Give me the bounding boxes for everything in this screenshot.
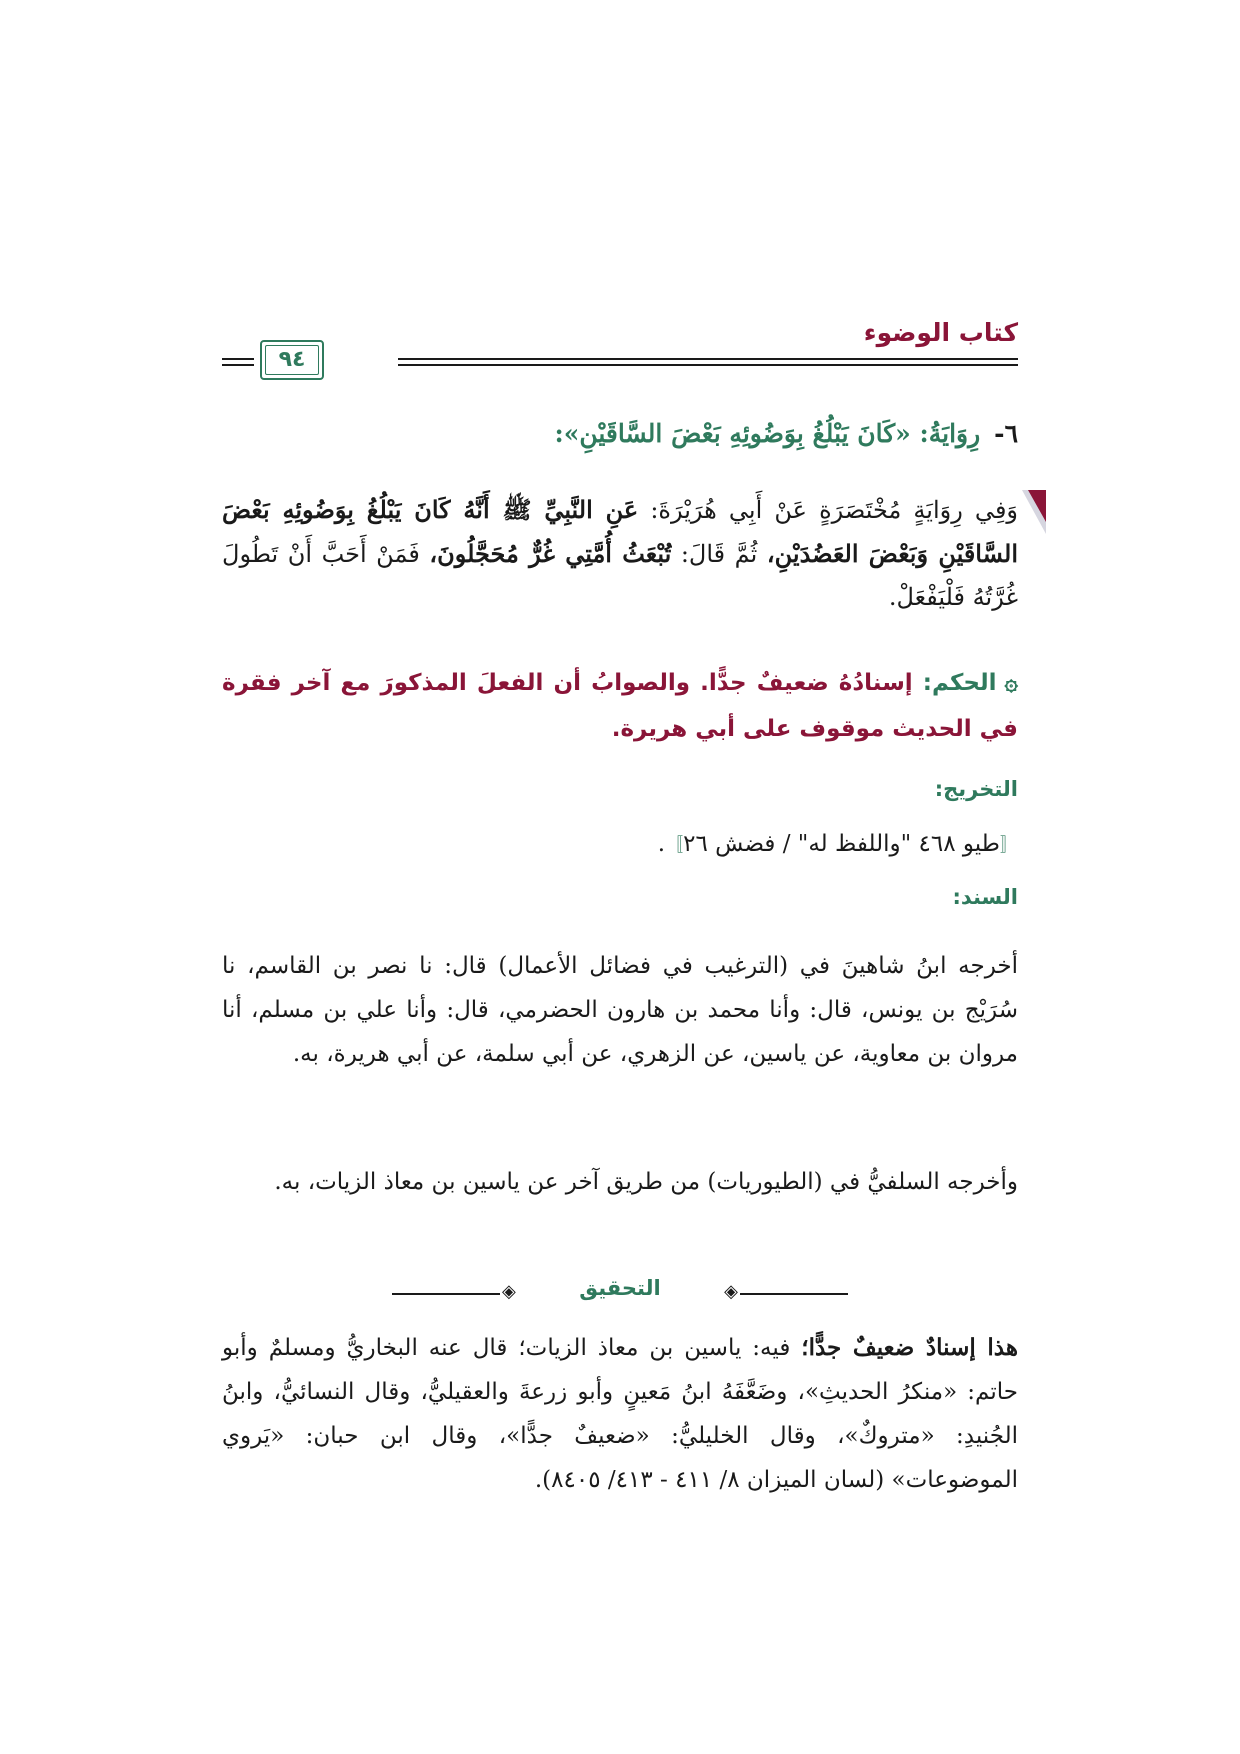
hadith-intro: وَفِي رِوَايَةٍ مُخْتَصَرَةٍ عَنْ أَبِي هُرَيْرَةَ:	[638, 496, 1018, 524]
hadith-bold-part: عَنِ النَّبِيِّ ﷺ أَنَّهُ كَانَ يَبْلُغُ بِوَضُوئِهِ بَعْضَ السَّاقَيْنِ وَبَعْضَ العَضُدَيْنِ،	[222, 495, 1018, 568]
takhrij-references	[222, 826, 1018, 864]
section-title: رِوَايَةُ: «كَانَ يَبْلُغُ بِوَضُوئِهِ بَعْضَ السَّاقَيْنِ»:	[554, 419, 981, 448]
bracket-open-icon: 〚	[1000, 835, 1018, 856]
tahqiq-divider	[392, 1278, 848, 1308]
tahqiq-paragraph	[222, 1326, 1018, 1502]
ruling-paragraph	[222, 660, 1018, 752]
header-rule	[222, 364, 254, 366]
hadith-mid: ثُمَّ قَالَ:	[671, 540, 767, 568]
page-header	[222, 318, 1018, 390]
tahqiq-heading: التحقيق	[579, 1276, 661, 1300]
corner-ornament-icon	[1018, 488, 1048, 536]
tahqiq-bold: هذا إسنادٌ ضعيفٌ جدًّا؛	[801, 1334, 1018, 1361]
flower-ornament-icon: ۞	[1004, 670, 1018, 696]
hadith-bold-part: تُبْعَثُ أُمَّتِي غُرٌّ مُحَجَّلُونَ،	[429, 539, 672, 568]
section-number: ٦-	[994, 419, 1018, 448]
header-rule	[222, 358, 254, 360]
takhrij-heading: التخريج:	[934, 777, 1018, 801]
header-rule	[398, 364, 1018, 366]
scroll-ornament-icon: ◈	[502, 1281, 516, 1302]
page-number-frame	[260, 340, 324, 380]
hadith-end: فَمَنْ أَحَبَّ أَنْ تَطُولَ غُرَّتُهُ فَلْيَفْعَلْ.	[222, 540, 1018, 611]
ruling-text: إسنادُهُ ضعيفٌ جدًّا. والصوابُ أن الفعلَ المذكورَ مع آخر فقرة في الحديث موقوف على أبي هريرة.	[222, 670, 1018, 742]
page-number: ٩٤	[278, 347, 306, 372]
section-heading	[222, 414, 1018, 454]
takhrij-end: .	[657, 831, 666, 857]
header-rule	[398, 358, 1018, 360]
sanad-paragraph: وأخرجه السلفيُّ في (الطيوريات) من طريق آخر عن ياسين بن معاذ الزيات، به.	[274, 1169, 1018, 1195]
sanad-heading: السند:	[952, 885, 1018, 909]
scroll-ornament-icon: ◈	[724, 1281, 738, 1302]
hadith-block	[222, 488, 1048, 638]
bracket-close-icon: 〛	[665, 835, 684, 856]
hadith-text	[222, 488, 1018, 619]
book-title: كتاب الوضوء	[863, 318, 1018, 347]
takhrij-text: طيو ٤٦٨ "واللفظ له" / فضش ٢٦	[683, 831, 1000, 857]
tahqiq-text: فيه: ياسين بن معاذ الزيات؛ قال عنه البخاريُّ ومسلمٌ وأبو حاتم: «منكرُ الحديثِ»، وضَعَّفَهُ ابنُ مَعينٍ وأبو زرعةَ والعقيليُّ، وقال النسائيُّ، وابنُ الجُنيدِ: «متروكٌ»، وقال الخليليُّ: «ضعيفٌ جدًّا»، وقال ابن حبان: «يَروي الموضوعات» (لسان الميزان ٨/ ٤١١ - ٤١٣/ ٨٤٠٥).	[222, 1335, 1018, 1493]
sanad-paragraph: أخرجه ابنُ شاهينَ في (الترغيب في فضائل الأعمال) قال: نا نصر بن القاسم، نا سُرَيْج بن يونس، قال: وأنا محمد بن هارون الحضرمي، قال: وأنا علي بن مسلم، أنا مروان بن معاوية، عن ياسين، عن الزهري، عن أبي سلمة، عن أبي هريرة، به.	[222, 953, 1018, 1067]
ruling-label: الحكم:	[922, 670, 997, 696]
